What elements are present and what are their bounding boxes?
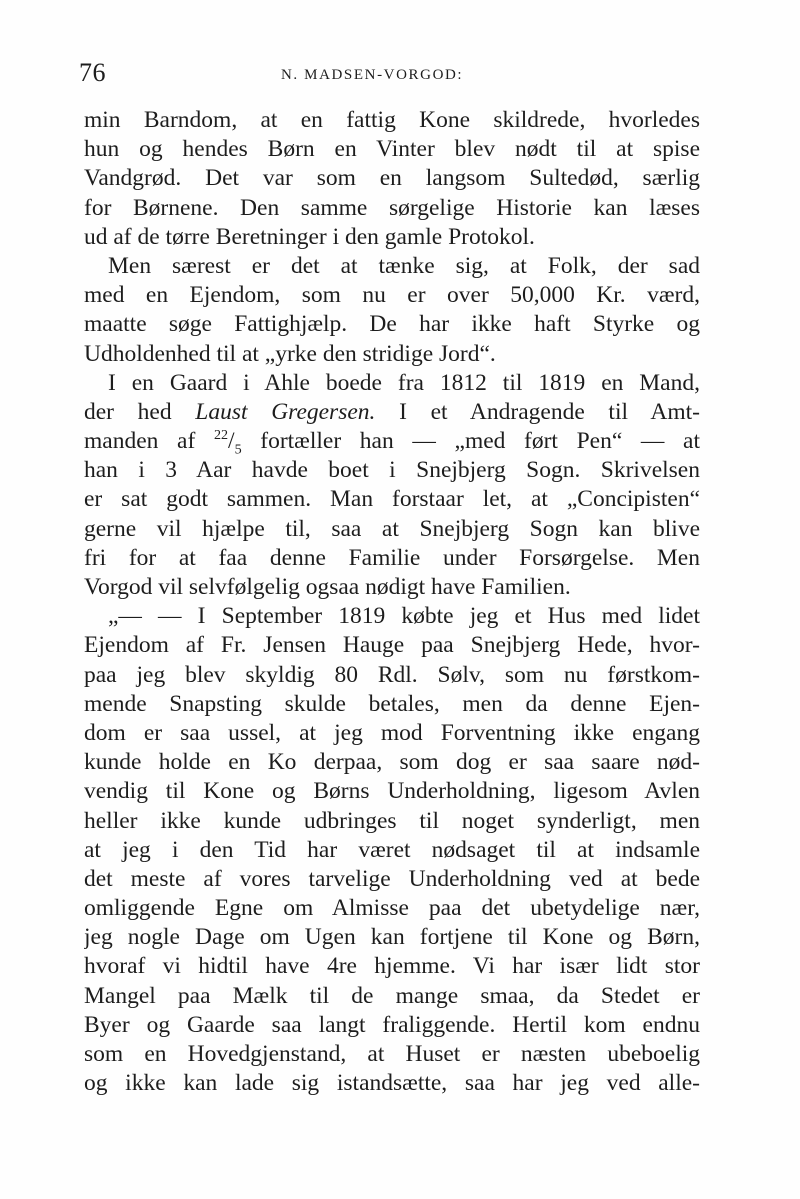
- text-line: Udholdenhed til at „yrke den stridige Jord“.: [84, 340, 496, 367]
- text-line: omliggende Egne om Almisse paa det ubetydelige nær,: [84, 895, 700, 922]
- text-line: for Børnene. Den samme sørgelige Historie kan læses: [84, 194, 700, 221]
- body-text: [84, 106, 700, 1098]
- text-line: kunde holde en Ko derpaa, som dog er saa saare nød-: [84, 749, 700, 776]
- text-line: Men særest er det at tænke sig, at Folk, der sad: [108, 252, 700, 279]
- text-line: med en Ejendom, som nu er over 50,000 Kr. værd,: [84, 282, 700, 309]
- text-line-composite: [84, 398, 700, 427]
- date-month: 5: [234, 441, 242, 457]
- text-fragment: der hed: [84, 398, 172, 425]
- text-line: min Barndom, at en fattig Kone skildrede, hvorledes: [84, 107, 700, 133]
- running-head: N. MADSEN-VORGOD:: [281, 67, 464, 83]
- text-line: Vandgrød. Det var som en langsom Sultedød, særlig: [84, 165, 700, 192]
- text-line: dom er saa ussel, at jeg mod Forventning ikke engang: [84, 719, 700, 746]
- text-line: paa jeg blev skyldig 80 Rdl. Sølv, som nu førstkom-: [84, 661, 700, 688]
- text-line: det meste af vores tarvelige Underholdning ved at bede: [84, 865, 700, 892]
- text-fragment: I et Andragende til Amt-: [399, 398, 700, 425]
- text-line: heller ikke kunde udbringes til noget synderligt, men: [84, 807, 700, 834]
- text-line: gerne vil hjælpe til, saa at Snejbjerg Sogn kan blive: [84, 515, 700, 542]
- text-line: at jeg i den Tid har været nødsaget til at indsamle: [84, 836, 700, 863]
- text-line: Mangel paa Mælk til de mange smaa, da Stedet er: [84, 982, 700, 1009]
- text-line: vendig til Kone og Børns Underholdning, ligesom Avlen: [84, 778, 700, 805]
- date-day: 22: [213, 427, 229, 444]
- text-line: er sat godt sammen. Man forstaar let, at „Concipisten“: [84, 486, 700, 513]
- text-line: som en Hovedgjenstand, at Huset er næsten ubeboelig: [84, 1041, 700, 1067]
- text-line-composite: manden af $^{22}/_5$ fortæller han — „med ført Pen“ — at: [84, 427, 700, 457]
- text-line: maatte søge Fattighjælp. De har ikke haft Styrke og: [84, 311, 700, 338]
- text-line: ud af de tørre Beretninger i den gamle Protokol.: [84, 223, 535, 250]
- page-number: 76: [79, 58, 106, 87]
- text-line: hun og hendes Børn en Vinter blev nødt til at spise: [84, 136, 700, 163]
- person-name: Laust Gregersen.: [195, 398, 376, 425]
- text-line: jeg nogle Dage om Ugen kan fortjene til Kone og Børn,: [84, 924, 700, 951]
- text-line: Vorgod vil selvfølgelig ogsaa nødigt have Familien.: [84, 574, 571, 600]
- text-line: hvoraf vi hidtil have 4re hjemme. Vi har især lidt stor: [84, 953, 700, 980]
- text-line: „— — I September 1819 købte jeg et Hus med lidet: [108, 603, 700, 630]
- text-line: Ejendom af Fr. Jensen Hauge paa Snejbjerg Hede, hvor-: [84, 632, 700, 659]
- text-line: han i 3 Aar havde boet i Snejbjerg Sogn. Skrivelsen: [84, 457, 700, 484]
- text-line: fri for at faa denne Familie under Forsørgelse. Men: [84, 544, 700, 571]
- text-line: mende Snapsting skulde betales, men da denne Ejen-: [84, 690, 700, 717]
- text-line: I en Gaard i Ahle boede fra 1812 til 1819 en Mand,: [108, 369, 700, 396]
- text-fragment: manden af: [84, 428, 196, 455]
- page-header: [79, 58, 699, 90]
- text-fragment: fortæller han — „med ført Pen“ — at: [260, 428, 700, 455]
- text-line: Byer og Gaarde saa langt fraliggende. Hertil kom endnu: [84, 1011, 700, 1038]
- text-line: og ikke kan lade sig istandsætte, saa har jeg ved alle-: [84, 1070, 700, 1097]
